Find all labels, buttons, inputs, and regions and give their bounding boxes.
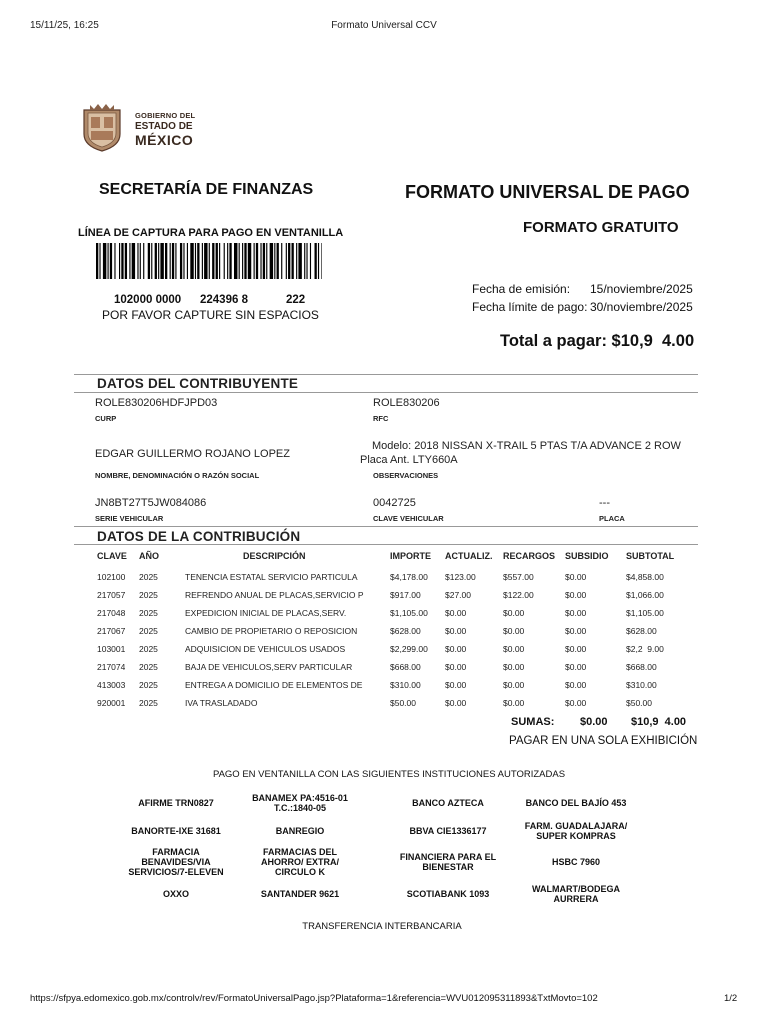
cell-anio: 2025 [139, 590, 158, 600]
cell-anio: 2025 [139, 698, 158, 708]
fecha-limite-value: 30/noviembre/2025 [590, 300, 693, 314]
cell-anio: 2025 [139, 572, 158, 582]
column-header-importe: IMPORTE [390, 551, 432, 561]
formato-gratuito: FORMATO GRATUITO [523, 219, 679, 236]
rfc-value: ROLE830206 [373, 397, 440, 409]
cell-importe: $4,178.00 [390, 572, 428, 582]
placa-label: PLACA [599, 514, 625, 523]
contribuyente-title: DATOS DEL CONTRIBUYENTE [97, 376, 299, 391]
cell-subsidio: $0.00 [565, 662, 587, 672]
cell-actualiz: $0.00 [445, 626, 467, 636]
section-divider [74, 374, 698, 375]
cell-subtotal: $1,066.00 [626, 590, 664, 600]
cell-subtotal: $4,858.00 [626, 572, 664, 582]
footer-page-number: 1/2 [724, 993, 738, 1004]
cell-clave: 217057 [97, 590, 126, 600]
institucion-item: BANCO DEL BAJÍO 453 [525, 798, 627, 808]
cell-importe: $917.00 [390, 590, 421, 600]
clave-vehicular-value: 0042725 [373, 497, 416, 509]
pagar-sola-exhibicion: PAGAR EN UNA SOLA EXHIBICIÓN [509, 735, 698, 747]
formato-title: FORMATO UNIVERSAL DE PAGO [405, 182, 690, 202]
institucion-item: BANCO AZTECA [412, 798, 484, 808]
institucion-item: HSBC 7960 [551, 857, 601, 867]
cell-subtotal: $668.00 [626, 662, 657, 672]
cell-actualiz: $123.00 [445, 572, 476, 582]
capture-note: POR FAVOR CAPTURE SIN ESPACIOS [102, 308, 319, 322]
clave-vehicular-label: CLAVE VEHICULAR [373, 514, 444, 523]
cell-subtotal: $1,105.00 [626, 608, 664, 618]
serie-vehicular-label: SERIE VEHICULAR [95, 514, 164, 523]
column-header-recargos: RECARGOS [503, 551, 556, 561]
barcode-image [96, 243, 322, 279]
fecha-limite-label: Fecha límite de pago: [472, 300, 588, 314]
column-header-descripcion: DESCRIPCIÓN [243, 551, 306, 561]
institucion-item: BBVA CIE1336177 [409, 826, 487, 836]
cell-anio: 2025 [139, 680, 158, 690]
cell-clave: 920001 [97, 698, 126, 708]
cell-subsidio: $0.00 [565, 590, 587, 600]
placa-value: --- [599, 497, 610, 509]
cell-subsidio: $0.00 [565, 608, 587, 618]
cell-actualiz: $0.00 [445, 644, 467, 654]
cell-descripcion: BAJA DE VEHICULOS,SERV PARTICULAR [185, 662, 353, 672]
column-header-anio: AÑO [139, 551, 159, 561]
cell-descripcion: REFRENDO ANUAL DE PLACAS,SERVICIO P [185, 590, 364, 600]
cell-clave: 413003 [97, 680, 126, 690]
column-header-actualiz: ACTUALIZ. [445, 551, 493, 561]
cell-subtotal: $310.00 [626, 680, 657, 690]
institucion-item: FINANCIERA PARA EL BIENESTAR [399, 852, 497, 872]
transferencia-interbancaria: TRANSFERENCIA INTERBANCARIA [302, 921, 462, 932]
fecha-emision-value: 15/noviembre/2025 [590, 282, 693, 296]
institucion-item: SANTANDER 9621 [260, 889, 340, 899]
institucion-item: AFIRME TRN0827 [138, 798, 214, 808]
cell-recargos: $0.00 [503, 680, 525, 690]
cell-recargos: $122.00 [503, 590, 534, 600]
cell-subsidio: $0.00 [565, 626, 587, 636]
logo-line2: ESTADO DE [135, 120, 193, 132]
cell-actualiz: $0.00 [445, 680, 467, 690]
cell-recargos: $557.00 [503, 572, 534, 582]
cell-descripcion: ENTREGA A DOMICILIO DE ELEMENTOS DE [185, 680, 363, 690]
section-divider [74, 392, 698, 393]
cell-recargos: $0.00 [503, 608, 525, 618]
sumas-label: SUMAS: [511, 716, 555, 728]
cell-recargos: $0.00 [503, 644, 525, 654]
nombre-label: NOMBRE, DENOMINACIÓN O RAZÓN SOCIAL [95, 471, 260, 480]
sumas-total: $10,9 4.00 [631, 716, 687, 728]
cell-descripcion: EXPEDICION INICIAL DE PLACAS,SERV. [185, 608, 347, 618]
cell-importe: $310.00 [390, 680, 421, 690]
section-divider [74, 526, 698, 527]
print-title: Formato Universal CCV [331, 20, 437, 31]
fecha-emision-label: Fecha de emisión: [472, 282, 571, 296]
institucion-item: FARMACIA BENAVIDES/VIA SERVICIOS/7-ELEVEN [128, 847, 224, 877]
cell-anio: 2025 [139, 644, 158, 654]
cell-subsidio: $0.00 [565, 572, 587, 582]
cell-subtotal: $50.00 [626, 698, 652, 708]
cell-recargos: $0.00 [503, 626, 525, 636]
total-a-pagar: Total a pagar: $10,9 4.00 [500, 332, 695, 350]
cell-actualiz: $0.00 [445, 662, 467, 672]
cell-importe: $628.00 [390, 626, 421, 636]
cell-subtotal: $2,2 9.00 [626, 644, 664, 654]
serie-vehicular-value: JN8BT27T5JW084086 [95, 497, 207, 509]
section-divider [74, 544, 698, 545]
observaciones-line2: Placa Ant. LTY660A [360, 454, 458, 466]
cell-actualiz: $0.00 [445, 608, 467, 618]
cell-actualiz: $27.00 [445, 590, 471, 600]
rfc-label: RFC [373, 414, 389, 423]
institucion-item: SCOTIABANK 1093 [406, 889, 490, 899]
coat-of-arms-icon [80, 102, 124, 152]
cell-recargos: $0.00 [503, 662, 525, 672]
cell-descripcion: IVA TRASLADADO [185, 698, 258, 708]
cell-anio: 2025 [139, 662, 158, 672]
cell-anio: 2025 [139, 608, 158, 618]
capture-part2: 224396 8 [200, 294, 248, 306]
sumas-subsidio: $0.00 [580, 716, 608, 728]
institucion-item: BANAMEX PA:4516-01 T.C.:1840-05 [252, 793, 348, 813]
institucion-item: BANORTE-IXE 31681 [131, 826, 221, 836]
capture-part1: 102000 0000 [114, 294, 182, 306]
cell-actualiz: $0.00 [445, 698, 467, 708]
institucion-item: BANREGIO [275, 826, 325, 836]
cell-clave: 217048 [97, 608, 126, 618]
instituciones-title: PAGO EN VENTANILLA CON LAS SIGUIENTES INSTITUCIONES AUTORIZADAS [212, 769, 566, 780]
institucion-item: WALMART/BODEGA AURRERA [532, 884, 620, 904]
cell-recargos: $0.00 [503, 698, 525, 708]
cell-subsidio: $0.00 [565, 680, 587, 690]
curp-label: CURP [95, 414, 117, 423]
cell-descripcion: TENENCIA ESTATAL SERVICIO PARTICULA [185, 572, 358, 582]
cell-subsidio: $0.00 [565, 644, 587, 654]
capture-part3: 222 [286, 294, 306, 306]
cell-clave: 217067 [97, 626, 126, 636]
cell-clave: 102100 [97, 572, 126, 582]
cell-subsidio: $0.00 [565, 698, 587, 708]
cell-importe: $50.00 [390, 698, 416, 708]
institucion-item: FARM. GUADALAJARA/ SUPER KOMPRAS [524, 821, 628, 841]
observaciones-label: OBSERVACIONES [373, 471, 439, 480]
column-header-subtotal: SUBTOTAL [626, 551, 675, 561]
cell-importe: $668.00 [390, 662, 421, 672]
cell-clave: 217074 [97, 662, 126, 672]
cell-clave: 103001 [97, 644, 126, 654]
column-header-subsidio: SUBSIDIO [565, 551, 609, 561]
logo-line1: GOBIERNO DEL [135, 111, 196, 120]
linea-captura-title: LÍNEA DE CAPTURA PARA PAGO EN VENTANILLA [78, 227, 344, 239]
cell-subtotal: $628.00 [626, 626, 657, 636]
print-datetime: 15/11/25, 16:25 [30, 20, 99, 31]
footer-url[interactable]: https://sfpya.edomexico.gob.mx/controlv/rev/FormatoUniversalPago.jsp?Plataforma=1&referencia=WVU012095311893&TxtMovto=102 [30, 993, 598, 1004]
cell-descripcion: ADQUISICION DE VEHICULOS USADOS [185, 644, 346, 654]
cell-anio: 2025 [139, 626, 158, 636]
curp-value: ROLE830206HDFJPD03 [95, 397, 218, 409]
observaciones-line1: Modelo: 2018 NISSAN X-TRAIL 5 PTAS T/A ADVANCE 2 ROW [372, 440, 681, 452]
cell-importe: $2,299.00 [390, 644, 428, 654]
logo-line3: MÉXICO [135, 131, 194, 148]
nombre-value: EDGAR GUILLERMO ROJANO LOPEZ [95, 448, 290, 460]
column-header-clave: CLAVE [97, 551, 127, 561]
cell-descripcion: CAMBIO DE PROPIETARIO O REPOSICION [185, 626, 358, 636]
institucion-item: FARMACIAS DEL AHORRO/ EXTRA/ CIRCULO K [260, 847, 339, 877]
gobierno-logo [80, 102, 210, 154]
cell-importe: $1,105.00 [390, 608, 428, 618]
secretaria-title: SECRETARÍA DE FINANZAS [99, 181, 314, 198]
institucion-item: OXXO [162, 889, 189, 899]
contribucion-title: DATOS DE LA CONTRIBUCIÓN [97, 529, 301, 544]
